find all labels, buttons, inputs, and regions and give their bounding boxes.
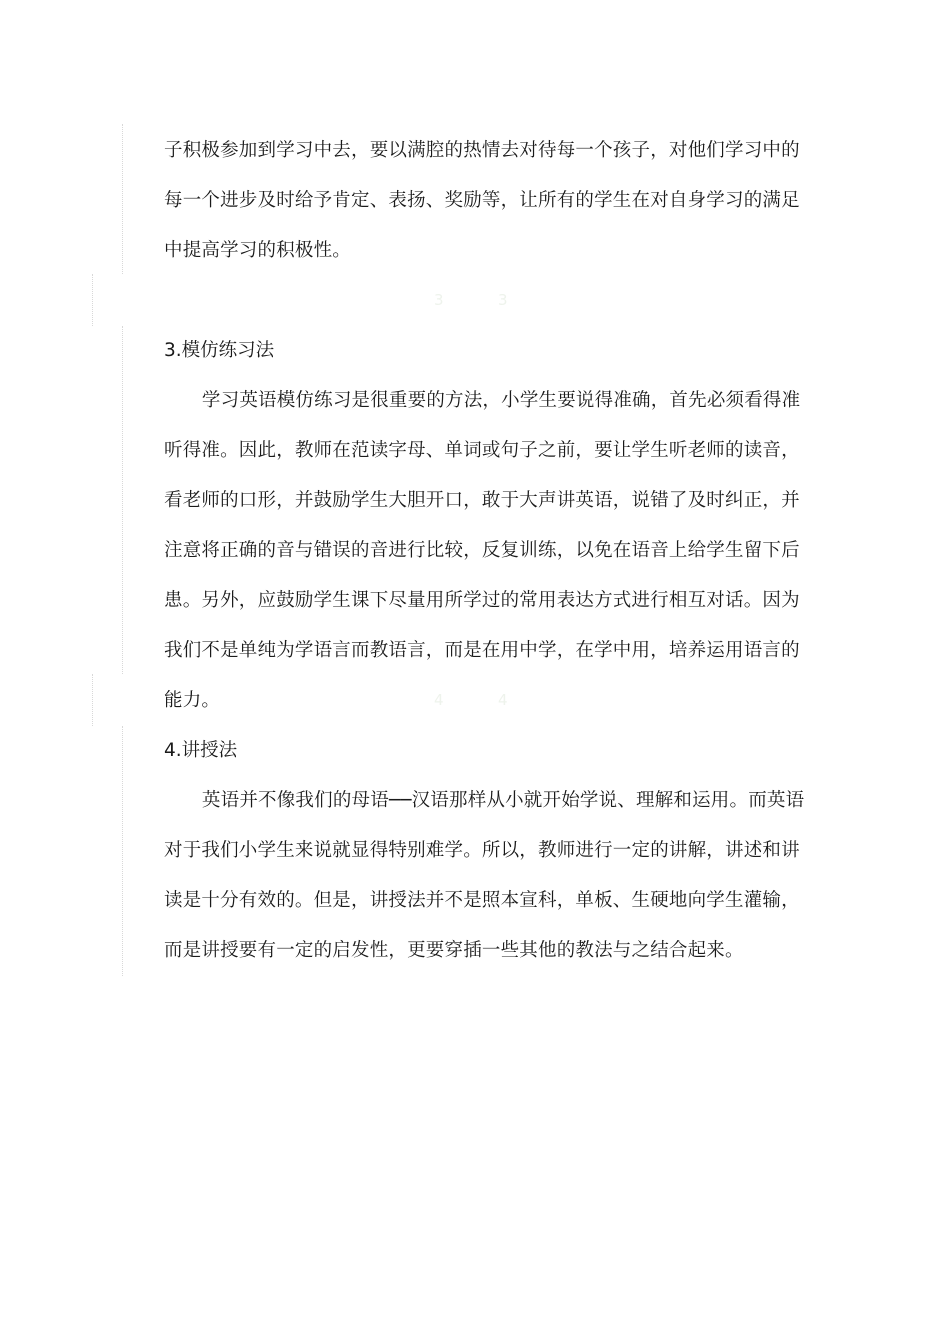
section-3-mark: 3: [434, 291, 444, 309]
section-4-body: [164, 776, 810, 976]
margin-guide: [122, 124, 123, 274]
margin-guide: [122, 726, 123, 976]
margin-guide: [92, 674, 93, 726]
section-3-title: 3.模仿练习法: [164, 340, 275, 361]
section-4-title: 4.讲授法: [164, 740, 238, 761]
section-4-mark: 4: [434, 691, 444, 709]
section-4-mark: 4: [498, 691, 508, 709]
section-3-body-text: 学习英语模仿练习是很重要的方法，小学生要说得准确，首先必须看得准听得准。因此，教师在范读字母、单词或句子之前，要让学生听老师的读音，看老师的口形，并鼓励学生大胆开口，敢于大声讲英语，说错了及时纠正，并注意将正确的音与错误的音进行比较，反复训练，以免在语音上给学生留下后患。另外，应鼓励学生课下尽量用所学过的常用表达方式进行相互对话。因为我们不是单纯为学语言而教语言，而是在用中学，在学中用，培养运用语言的能力。: [164, 390, 801, 711]
intro-paragraph-text: 子积极参加到学习中去，要以满腔的热情去对待每一个孩子，对他们学习中的每一个进步及时给予肯定、表扬、奖励等，让所有的学生在对自身学习的满足中提高学习的积极性。: [164, 140, 800, 261]
margin-guide: [122, 326, 123, 674]
margin-guide: [92, 274, 93, 326]
section-4-body-text: 英语并不像我们的母语──汉语那样从小就开始学说、理解和运用。而英语对于我们小学生来说就显得特别难学。所以，教师进行一定的讲解，讲述和讲读是十分有效的。但是，讲授法并不是照本宣科，单板、生硬地向学生灌输，而是讲授要有一定的启发性，更要穿插一些其他的教法与之结合起来。: [164, 790, 805, 961]
section-3-body: [164, 376, 810, 726]
section-3-mark: 3: [498, 291, 508, 309]
intro-paragraph: [164, 126, 810, 276]
